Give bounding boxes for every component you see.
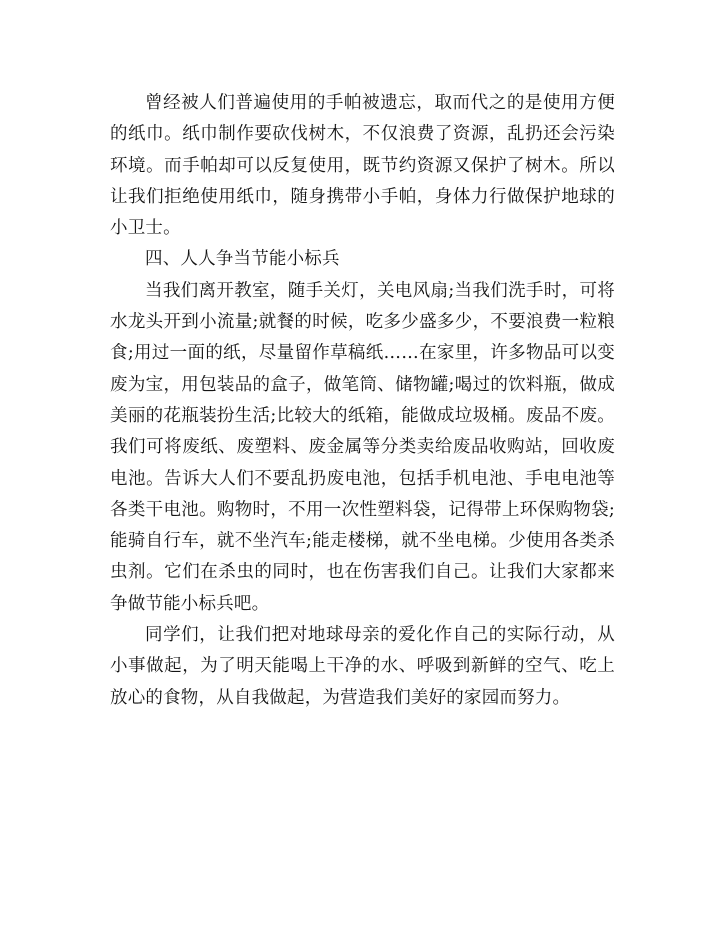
paragraph-closing: 同学们，让我们把对地球母亲的爱化作自己的实际行动，从小事做起，为了明天能喝上干净的水、呼吸到新鲜的空气、吃上放心的食物，从自我做起，为营造我们美好的家园而努力。 [110,625,615,708]
document-body [110,88,615,714]
paragraph-handkerchief: 曾经被人们普遍使用的手帕被遗忘，取而代之的是使用方便的纸巾。纸巾制作要砍伐树木，不仅浪费了资源，乱扔还会污染环境。而手帕却可以反复使用，既节约资源又保护了树木。所以让我们拒绝使用纸巾，随身携带小手帕，身体力行做保护地球的小卫士。 [110,93,615,239]
section-heading-energy-saving: 四、人人争当节能小标兵 [145,249,340,270]
paragraph-energy-saving: 当我们离开教室，随手关灯，关电风扇;当我们洗手时，可将水龙头开到小流量;就餐的时候，吃多少盛多少，不要浪费一粒粮食;用过一面的纸，尽量留作草稿纸……在家里，许多物品可以变废为宝，用包装品的盒子，做笔筒、储物罐;喝过的饮料瓶，做成美丽的花瓶装扮生活;比较大的纸箱，能做成垃圾桶。废品不废。我们可将废纸、废塑料、废金属等分类卖给废品收购站，回收废电池。告诉大人们不要乱扔废电池，包括手机电池、手电电池等各类干电池。购物时，不用一次性塑料袋，记得带上环保购物袋;能骑自行车，就不坐汽车;能走楼梯，就不坐电梯。少使用各类杀虫剂。它们在杀虫的同时，也在伤害我们自己。让我们大家都来争做节能小标兵吧。 [110,280,615,614]
